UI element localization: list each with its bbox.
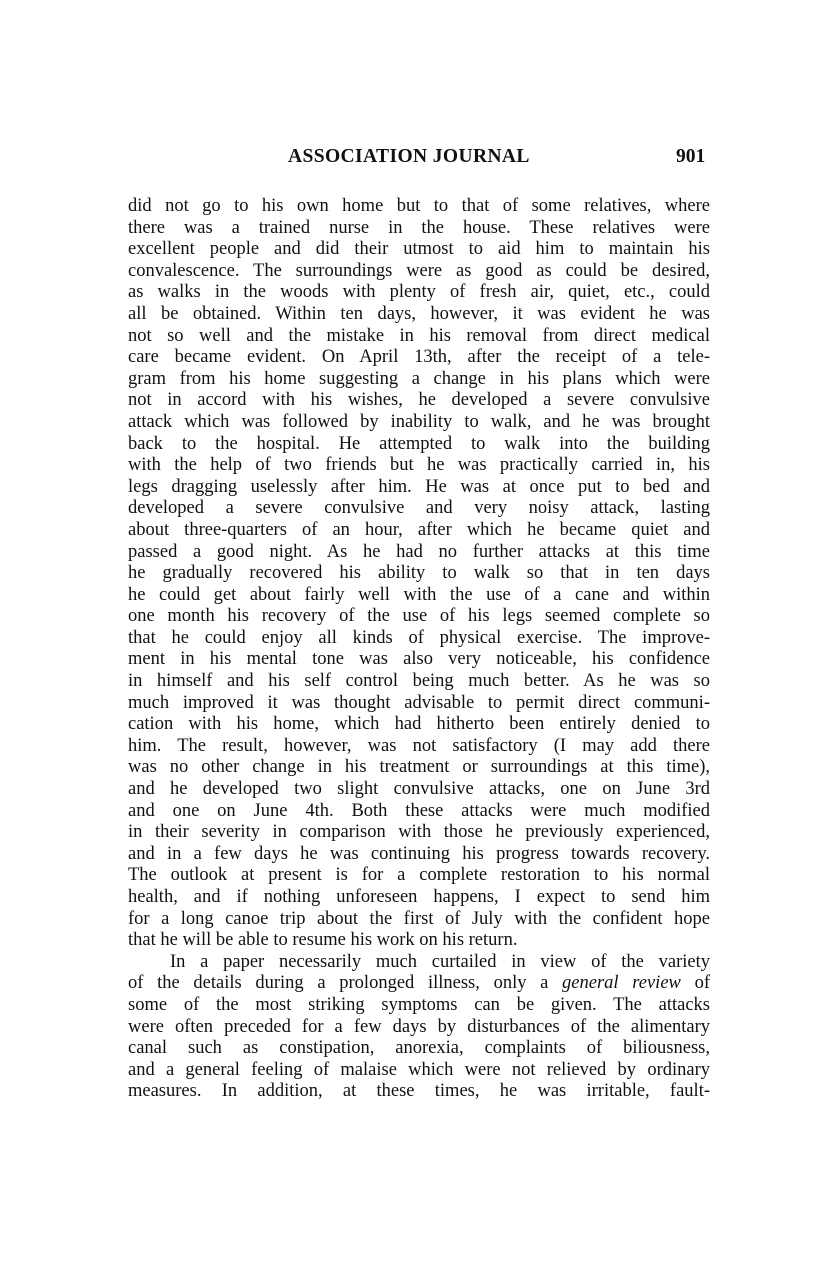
running-head: ASSOCIATION JOURNAL (288, 146, 530, 167)
text-line: was no other change in his treatment or surroundings at this time), (128, 757, 710, 778)
text-line: and one on June 4th. Both these attacks were much modified (128, 800, 710, 821)
text-line (128, 973, 710, 995)
text-line: he gradually recovered his ability to walk so that in ten days (128, 563, 710, 584)
text-line: cation with his home, which had hitherto been entirely denied to (128, 714, 710, 735)
emphasis-text: general review (562, 973, 681, 994)
text-line: with the help of two friends but he was practically carried in, his (128, 455, 710, 476)
text-line: back to the hospital. He attempted to walk into the building (128, 433, 710, 454)
text-line: and he developed two slight convulsive attacks, one on June 3rd (128, 779, 710, 800)
text-line: about three-quarters of an hour, after which he became quiet and (128, 519, 710, 540)
text-line: In a paper necessarily much curtailed in view of the variety (170, 951, 710, 972)
text-line: developed a severe convulsive and very noisy attack, lasting (128, 498, 710, 519)
text-line: care became evident. On April 13th, after the receipt of a tele- (128, 347, 710, 368)
text-line: not in accord with his wishes, he developed a severe convulsive (128, 390, 710, 411)
text-line: there was a trained nurse in the house. These relatives were (128, 217, 710, 238)
text-line: for a long canoe trip about the first of July with the confident hope (128, 908, 710, 929)
text-line: in their severity in comparison with those he previously experienced, (128, 822, 710, 843)
paragraph-2 (128, 952, 710, 1103)
text-fragment: of the details during a prolonged illness, only a (128, 973, 563, 994)
text-line: measures. In addition, at these times, he was irritable, fault- (128, 1081, 710, 1102)
text-line: legs dragging uselessly after him. He was at once put to bed and (128, 476, 710, 497)
paragraph-1 (128, 196, 710, 952)
text-line: and a general feeling of malaise which were not relieved by ordinary (128, 1059, 710, 1080)
text-line: him. The result, however, was not satisfactory (I may add there (128, 735, 710, 756)
text-line: some of the most striking symptoms can be given. The attacks (128, 994, 710, 1015)
text-line: excellent people and did their utmost to aid him to maintain his (128, 239, 710, 260)
page-number: 901 (676, 146, 706, 167)
text-line: gram from his home suggesting a change in his plans which were (128, 368, 710, 389)
text-line: that he will be able to resume his work on his return. (128, 930, 518, 951)
text-line: attack which was followed by inability to walk, and he was brought (128, 411, 710, 432)
text-line: not so well and the mistake in his removal from direct medical (128, 325, 710, 346)
text-line: canal such as constipation, anorexia, complaints of biliousness, (128, 1038, 710, 1059)
text-line: he could get about fairly well with the use of a cane and within (128, 584, 710, 605)
text-line: as walks in the woods with plenty of fresh air, quiet, etc., could (128, 282, 710, 303)
text-fragment: of (680, 973, 710, 994)
text-line: much improved it was thought advisable to permit direct communi- (128, 692, 710, 713)
text-line: in himself and his self control being much better. As he was so (128, 671, 710, 692)
text-line: convalescence. The surroundings were as good as could be desired, (128, 260, 710, 281)
text-line: passed a good night. As he had no further attacks at this time (128, 541, 710, 562)
text-line: health, and if nothing unforeseen happens, I expect to send him (128, 887, 710, 907)
text-line: did not go to his own home but to that of some relatives, where (128, 196, 710, 216)
text-line: ment in his mental tone was also very noticeable, his confidence (128, 649, 710, 670)
page-header (0, 146, 816, 174)
text-line: that he could enjoy all kinds of physical exercise. The improve- (128, 627, 710, 648)
text-line: The outlook at present is for a complete restoration to his normal (128, 865, 710, 886)
body-text (128, 196, 710, 1103)
text-line: were often preceded for a few days by disturbances of the alimentary (128, 1016, 710, 1037)
text-line: one month his recovery of the use of his legs seemed complete so (128, 606, 710, 627)
text-line: all be obtained. Within ten days, however, it was evident he was (128, 303, 710, 324)
text-line: and in a few days he was continuing his progress towards recovery. (128, 843, 710, 864)
